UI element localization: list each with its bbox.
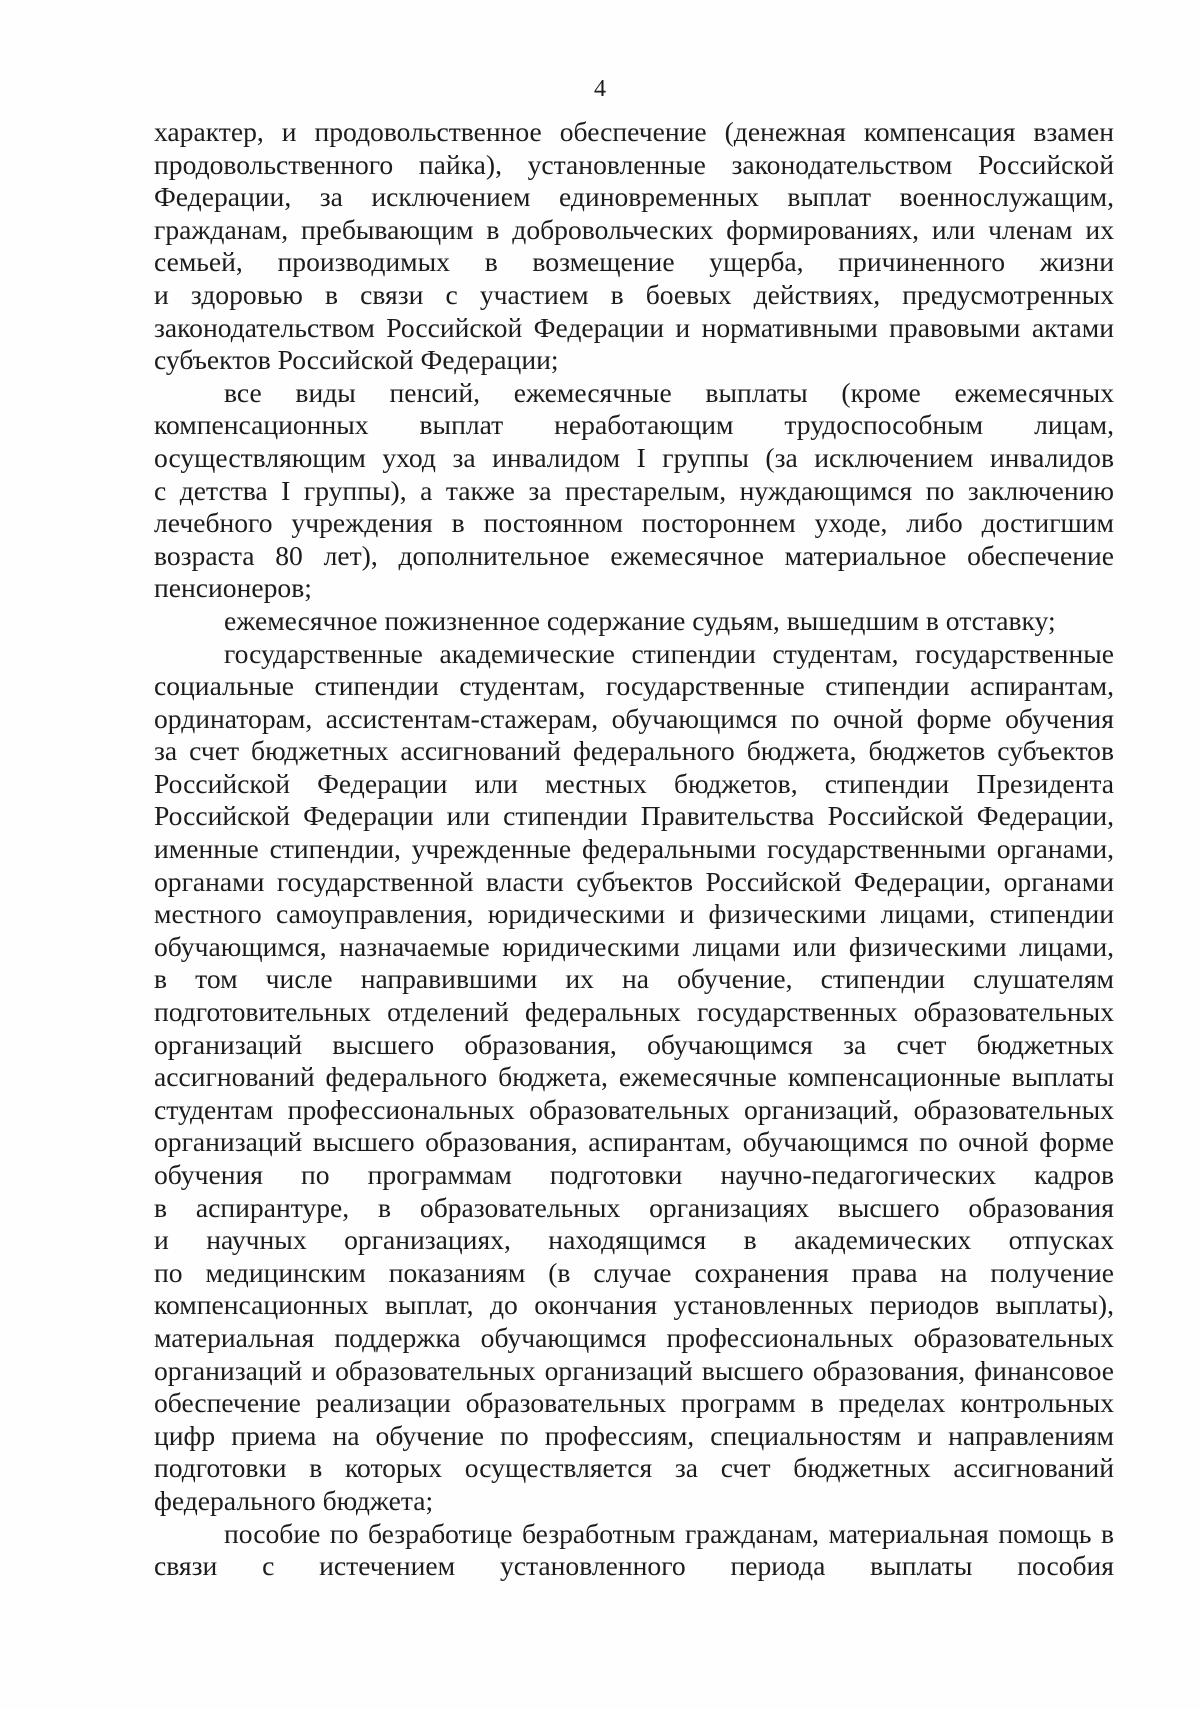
- text-line: пенсионеров;: [154, 572, 312, 604]
- text-line: обеспечение реализации образовательных программ в пределах контрольных: [154, 1387, 1114, 1419]
- text-line: организаций высшего образования, обучающимся за счет бюджетных: [154, 1028, 1114, 1060]
- text-line: по медицинским показаниям (в случае сохранения права на получение: [154, 1256, 1114, 1288]
- text-line: Федерации, за исключением единовременных выплат военнослужащим,: [154, 181, 1114, 213]
- text-line: ординаторам, ассистентам-стажерам, обучающимся по очной форме обучения: [154, 702, 1114, 734]
- text-line: цифр приема на обучение по профессиям, специальностям и направлениям: [154, 1419, 1114, 1451]
- text-line: в аспирантуре, в образовательных организациях высшего образования: [154, 1191, 1114, 1223]
- text-line: и здоровью в связи с участием в боевых действиях, предусмотренных: [154, 278, 1114, 310]
- text-line: компенсационных выплат, до окончания установленных периодов выплаты),: [154, 1289, 1114, 1321]
- page-number: 4: [594, 76, 606, 102]
- text-line: гражданам, пребывающим в добровольческих формированиях, или членам их: [154, 213, 1114, 245]
- text-line: характер, и продовольственное обеспечение (денежная компенсация взамен: [154, 116, 1114, 147]
- text-line: в том числе направившими их на обучение, стипендии слушателям: [154, 963, 1114, 995]
- text-line: государственные академические стипендии студентам, государственные: [224, 637, 1114, 669]
- text-line: подготовительных отделений федеральных государственных образовательных: [154, 996, 1114, 1028]
- text-line: Российской Федерации или стипендии Правительства Российской Федерации,: [154, 800, 1114, 832]
- text-line: студентам профессиональных образовательных организаций, образовательных: [154, 1093, 1114, 1125]
- text-line: местного самоуправления, юридическими и физическими лицами, стипендии: [154, 898, 1114, 930]
- text-line: продовольственного пайка), установленные законодательством Российской: [154, 148, 1114, 180]
- text-line: возраста 80 лет), дополнительное ежемесячное материальное обеспечение: [154, 539, 1114, 571]
- text-line: именные стипендии, учрежденные федеральными государственными органами,: [154, 833, 1114, 865]
- text-line: обучающимся, назначаемые юридическими лицами или физическими лицами,: [154, 930, 1114, 962]
- text-line: органами государственной власти субъектов Российской Федерации, органами: [154, 865, 1114, 897]
- text-line: пособие по безработице безработным гражданам, материальная помощь в: [224, 1517, 1114, 1549]
- text-line: подготовки в которых осуществляется за счет бюджетных ассигнований: [154, 1452, 1114, 1484]
- text-line: компенсационных выплат неработающим трудоспособным лицам,: [154, 409, 1114, 441]
- body-text: [154, 116, 1114, 1583]
- text-line: Российской Федерации или местных бюджетов, стипендии Президента: [154, 767, 1114, 799]
- text-line: осуществляющим уход за инвалидом I группы (за исключением инвалидов: [154, 441, 1114, 473]
- text-line: все виды пенсий, ежемесячные выплаты (кроме ежемесячных: [224, 376, 1114, 408]
- text-line: семьей, производимых в возмещение ущерба, причиненного жизни: [154, 246, 1114, 278]
- text-line: организаций высшего образования, аспирантам, обучающимся по очной форме: [154, 1126, 1114, 1158]
- text-line: законодательством Российской Федерации и нормативными правовыми актами: [154, 311, 1114, 343]
- text-line: социальные стипендии студентам, государственные стипендии аспирантам,: [154, 670, 1114, 702]
- text-line: ежемесячное пожизненное содержание судьям, вышедшим в отставку;: [224, 604, 1056, 636]
- text-line: организаций и образовательных организаций высшего образования, финансовое: [154, 1354, 1114, 1386]
- text-line: за счет бюджетных ассигнований федерального бюджета, бюджетов субъектов: [154, 735, 1114, 767]
- text-line: с детства I группы), а также за престарелым, нуждающимся по заключению: [154, 474, 1114, 506]
- text-line: ассигнований федерального бюджета, ежемесячные компенсационные выплаты: [154, 1061, 1114, 1093]
- text-line: федерального бюджета;: [154, 1484, 434, 1516]
- text-line: субъектов Российской Федерации;: [154, 344, 559, 376]
- text-line: и научных организациях, находящимся в академических отпусках: [154, 1224, 1114, 1256]
- text-line: материальная поддержка обучающимся профессиональных образовательных: [154, 1321, 1114, 1353]
- text-line: лечебного учреждения в постоянном постороннем уходе, либо достигшим: [154, 507, 1114, 539]
- text-line: связи с истечением установленного периода выплаты пособия: [154, 1550, 1114, 1582]
- text-line: обучения по программам подготовки научно-педагогических кадров: [154, 1159, 1114, 1190]
